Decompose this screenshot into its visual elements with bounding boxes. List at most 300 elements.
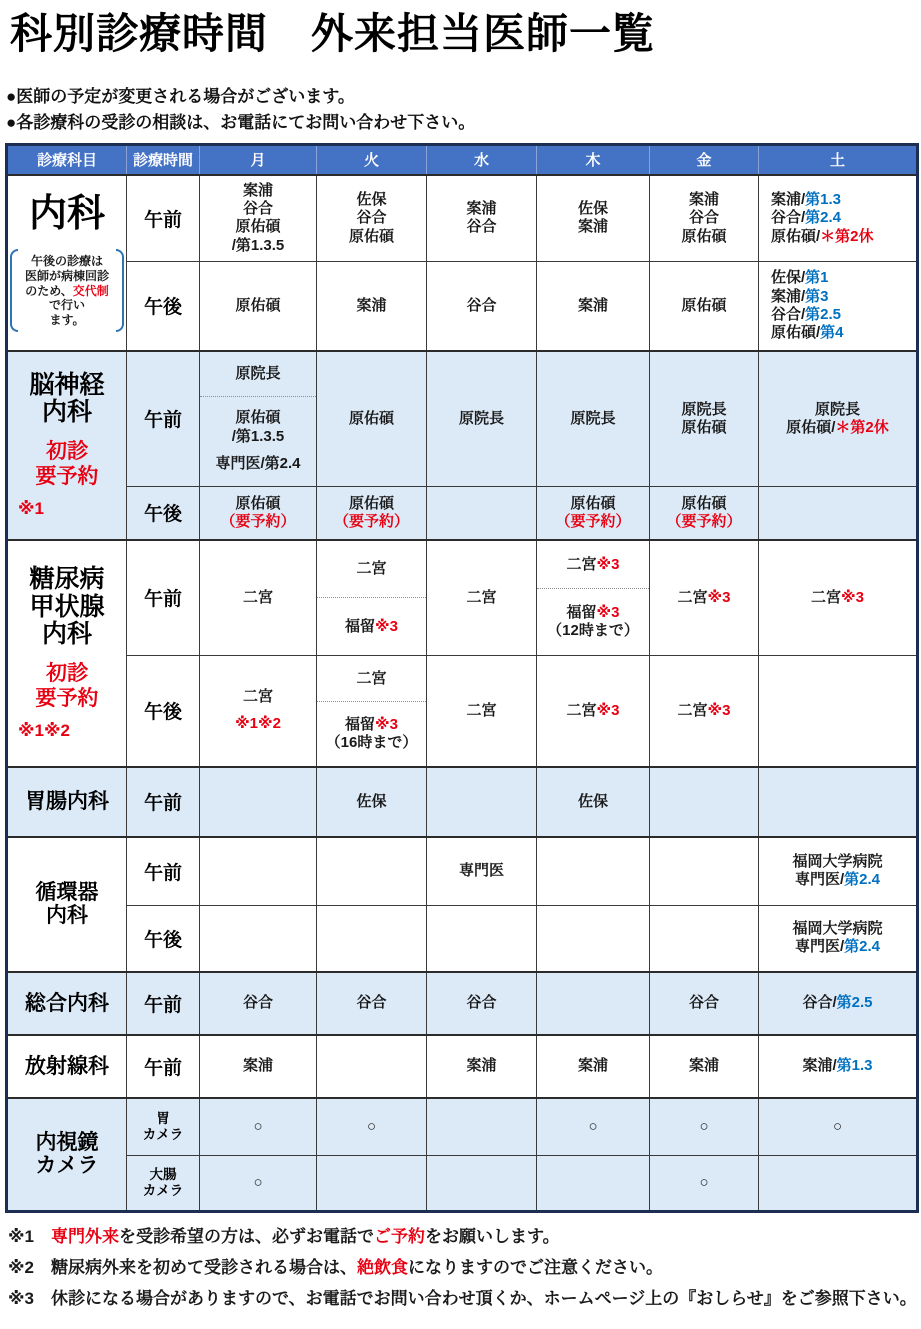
text-line (459, 410, 504, 428)
schedule-cell (537, 1035, 650, 1098)
schedule-cell (537, 837, 650, 906)
dept-name-line: 循環器 (35, 881, 99, 905)
dept-footnote-marker: ※1※2 (18, 720, 70, 740)
text-line (786, 419, 889, 437)
text-line (811, 589, 864, 607)
schedule-cell-inner (317, 541, 426, 655)
schedule-block (537, 588, 649, 655)
time-label-line: 大腸 (149, 1167, 177, 1183)
schedule-cell-inner (200, 1156, 316, 1210)
schedule-cell (200, 767, 317, 837)
text-line (678, 589, 731, 607)
text-line (356, 670, 386, 688)
text-segment: 谷合 (356, 994, 387, 1012)
text-line (771, 288, 829, 306)
text-segment: 原佑碩 (681, 418, 727, 436)
text-segment: 谷合 (242, 994, 273, 1012)
schedule-block (650, 487, 758, 539)
schedule-block (427, 656, 536, 766)
text-segment: 案浦 (577, 1057, 608, 1075)
text-line (802, 994, 872, 1012)
text-line (459, 862, 504, 880)
text-segment: ○ (699, 1117, 709, 1135)
table-row (7, 655, 918, 767)
schedule-block (537, 768, 649, 836)
text-segment: 原佑碩 (235, 218, 281, 236)
schedule-cell (759, 1035, 918, 1098)
schedule-cell-inner (759, 973, 916, 1034)
text-segment: 原佑碩/ (786, 418, 836, 436)
dept-reservation-note (36, 661, 99, 711)
schedule-block (427, 1036, 536, 1097)
dept-name-line: 放射線科 (25, 1054, 109, 1078)
schedule-cell-inner (759, 1036, 916, 1097)
text-segment: 原佑碩 (570, 494, 616, 512)
schedule-cell-inner (537, 656, 649, 766)
schedule-cell (650, 1155, 759, 1211)
time-cell (127, 175, 200, 262)
dept-name (29, 372, 104, 427)
time-label-line: カメラ (142, 1126, 184, 1142)
schedule-cell-inner (537, 1036, 649, 1097)
text-segment: ○ (832, 1117, 843, 1135)
table-row (7, 837, 918, 906)
schedule-cell-inner (317, 176, 426, 261)
text-segment: 専門医 (458, 862, 504, 880)
text-line (689, 191, 719, 209)
text-segment: 専門医/ (794, 938, 845, 956)
time-label-line: 胃 (156, 1111, 170, 1127)
schedule-cell-inner (759, 176, 916, 261)
text-segment: 第2.5 (805, 305, 842, 323)
schedule-block (650, 176, 758, 261)
schedule-cell (200, 486, 317, 540)
dept-cell-inner (8, 768, 126, 836)
schedule-cell-inner (317, 656, 426, 766)
text-segment: （16時まで） (325, 734, 418, 752)
text-line (253, 1174, 262, 1192)
text-segment: 専門医/第2.4 (215, 454, 301, 472)
text-segment: ○ (366, 1117, 377, 1135)
text-line (578, 218, 608, 236)
text-segment: 案浦 (688, 191, 719, 209)
schedule-block (200, 1036, 316, 1097)
schedule-block (200, 1156, 316, 1210)
dept-cell (7, 972, 127, 1035)
time-cell (127, 837, 200, 906)
text-line (349, 228, 394, 246)
time-cell (127, 1035, 200, 1098)
table-row (7, 175, 918, 262)
text-segment: 二宮 (466, 588, 497, 606)
schedule-block (759, 906, 916, 971)
text-segment: ○ (588, 1117, 598, 1135)
dept-red-line: 要予約 (35, 464, 99, 488)
table-row (7, 540, 918, 656)
text-segment: 二宮 (677, 701, 708, 719)
schedule-cell-inner (759, 838, 916, 905)
schedule-cell (650, 261, 759, 351)
dept-cell-inner (8, 1036, 126, 1097)
schedule-cell-inner (650, 176, 758, 261)
text-line (689, 209, 719, 227)
schedule-cell-inner (317, 487, 426, 539)
text-segment: ＊第2休 (820, 227, 874, 245)
column-header: 診療時間 (127, 144, 200, 175)
text-segment: 案浦 (688, 1057, 719, 1075)
text-segment: のため、 (25, 283, 73, 298)
text-segment: ※3 (596, 555, 620, 573)
schedule-cell-inner (537, 1099, 649, 1155)
schedule-cell (537, 351, 650, 487)
dept-red-line: 初診 (46, 661, 88, 685)
column-header: 木 (537, 144, 650, 175)
schedule-block (317, 1099, 426, 1155)
text-segment: ＊第2休 (835, 418, 889, 436)
notice-line-1: ●医師の予定が変更される場合がございます。 (6, 87, 355, 107)
column-header: 診療科目 (7, 144, 127, 175)
schedule-cell (317, 1035, 427, 1098)
column-header: 火 (317, 144, 427, 175)
text-segment: 第1 (805, 269, 829, 287)
schedule-cell-inner (427, 176, 536, 261)
dept-cell (7, 837, 127, 972)
schedule-cell-inner (650, 487, 758, 539)
schedule-cell (650, 972, 759, 1035)
text-segment: ※3 (707, 701, 731, 719)
notice-line-2: ●各診療科の受診の相談は、お電話にてお問い合わせ下さい。 (6, 113, 476, 133)
time-cell (127, 655, 200, 767)
schedule-cell (317, 351, 427, 487)
schedule-cell-inner (650, 1099, 758, 1155)
text-segment: 谷合/ (771, 209, 806, 227)
dept-name (25, 790, 109, 813)
schedule-cell (537, 905, 650, 972)
schedule-cell (650, 351, 759, 487)
schedule-cell (759, 486, 918, 540)
schedule-cell (427, 175, 537, 262)
schedule-block (650, 541, 758, 655)
text-line (349, 410, 394, 428)
text-segment: 二宮 (566, 555, 597, 573)
schedule-cell (650, 540, 759, 656)
schedule-cell (537, 655, 650, 767)
text-segment: 二宮 (356, 560, 387, 578)
schedule-cell (317, 1155, 427, 1211)
schedule-cell (317, 175, 427, 262)
text-segment: 案浦/ (771, 191, 806, 209)
text-line (243, 688, 273, 706)
text-segment: 谷合/ (771, 305, 806, 323)
dept-cell-inner (8, 973, 126, 1034)
text-segment: 第2.4 (844, 938, 881, 956)
text-segment: 二宮 (677, 588, 708, 606)
time-cell (127, 540, 200, 656)
text-segment: /第1.3.5 (231, 427, 285, 445)
schedule-block (759, 1036, 916, 1097)
schedule-cell-inner (427, 656, 536, 766)
schedule-block (650, 656, 758, 766)
text-segment: 原院長 (814, 400, 860, 418)
text-segment: 案浦 (577, 296, 608, 314)
time-cell (127, 1155, 200, 1211)
text-segment: 絶飲食 (356, 1258, 408, 1278)
schedule-cell-inner (427, 262, 536, 350)
text-segment: （12時まで） (547, 622, 639, 640)
schedule-block (317, 541, 426, 598)
text-segment: 原院長 (235, 364, 281, 382)
schedule-block (317, 701, 426, 766)
text-line (235, 715, 281, 733)
text-line (356, 793, 386, 811)
schedule-cell (650, 486, 759, 540)
text-line (466, 200, 496, 218)
text-segment: 案浦 (242, 181, 273, 199)
text-segment: 佐保 (577, 200, 608, 218)
left-bracket-icon (10, 249, 18, 332)
text-segment: 第1.3 (805, 191, 842, 209)
schedule-block (427, 352, 536, 486)
schedule-cell (200, 837, 317, 906)
schedule-block (200, 352, 316, 396)
schedule-cell (317, 655, 427, 767)
text-line (466, 297, 496, 315)
schedule-cell (317, 905, 427, 972)
time-cell (127, 486, 200, 540)
text-line (771, 306, 841, 324)
text-line (547, 622, 639, 640)
schedule-block (759, 541, 916, 655)
dept-cell-inner (8, 838, 126, 971)
text-segment: ※1※2 (235, 715, 281, 733)
schedule-block (200, 396, 316, 486)
text-segment: 原佑碩/ (771, 227, 821, 245)
text-line (232, 237, 285, 255)
text-line (699, 1118, 708, 1136)
schedule-cell (317, 767, 427, 837)
text-line (802, 1057, 872, 1075)
dept-name (29, 566, 104, 649)
schedule-cell (650, 175, 759, 262)
schedule-block (650, 262, 758, 350)
text-line (795, 938, 880, 956)
dept-cell (7, 1035, 127, 1098)
text-line (588, 1118, 597, 1136)
schedule-cell-inner (759, 352, 916, 486)
schedule-cell (537, 540, 650, 656)
text-segment: 谷合 (688, 994, 719, 1012)
time-cell (127, 261, 200, 351)
text-line (578, 793, 608, 811)
dept-name-line: 脳神経 (29, 370, 105, 399)
schedule-cell (317, 1098, 427, 1156)
text-segment: ご予約 (373, 1226, 425, 1246)
schedule-cell (200, 351, 317, 487)
schedule-cell-inner (200, 487, 316, 539)
text-segment: ※3 (375, 715, 398, 733)
schedule-block (317, 352, 426, 486)
schedule-cell (200, 540, 317, 656)
schedule-block (200, 262, 316, 350)
text-segment: ※3 休診になる場合がありますので、お電話でお問い合わせ頂くか、ホームページ上の『おしらせ』をご参照下さい。 (8, 1289, 917, 1309)
schedule-cell (200, 655, 317, 767)
table-row (7, 1035, 918, 1098)
dept-name (36, 1131, 99, 1177)
text-line (681, 419, 726, 437)
schedule-block (759, 176, 916, 261)
text-segment: 原佑碩 (235, 409, 281, 427)
text-segment: 原佑碩 (681, 296, 727, 314)
schedule-cell (759, 1155, 918, 1211)
text-segment: 原佑碩 (235, 296, 281, 314)
schedule-block (537, 487, 649, 539)
text-segment: ○ (253, 1117, 263, 1135)
text-segment: 案浦 (466, 1057, 497, 1075)
schedule-cell-inner (427, 1036, 536, 1097)
text-line (326, 734, 418, 752)
text-line (243, 589, 273, 607)
text-line (243, 994, 273, 1012)
text-line (578, 1057, 608, 1075)
table-row (7, 1098, 918, 1156)
text-line (771, 269, 829, 287)
text-segment: 原佑碩 (348, 409, 394, 427)
dept-red-line: 初診 (46, 439, 88, 463)
dept-name-line: カメラ (35, 1154, 99, 1178)
text-line (681, 228, 726, 246)
table-row (7, 1155, 918, 1211)
schedule-table (5, 143, 919, 1213)
time-cell (127, 905, 200, 972)
schedule-block (650, 1099, 758, 1155)
schedule-cell-inner (427, 541, 536, 655)
column-header: 土 (759, 144, 918, 175)
dept-cell-inner (8, 176, 126, 350)
text-line (792, 920, 882, 938)
schedule-cell-inner (200, 973, 316, 1034)
text-segment: 福岡大学病院 (792, 853, 883, 871)
notice-block (6, 86, 921, 135)
text-segment: 谷合 (242, 200, 273, 218)
schedule-block (537, 262, 649, 350)
schedule-cell (200, 905, 317, 972)
text-segment: 福留 (345, 617, 376, 635)
text-segment: 第1.3 (836, 1057, 873, 1075)
schedule-cell (759, 972, 918, 1035)
time-label-line: 午前 (143, 793, 182, 815)
dept-name-line: 内科 (41, 398, 92, 427)
schedule-block (650, 352, 758, 486)
schedule-cell-inner (537, 262, 649, 350)
schedule-block (317, 768, 426, 836)
text-line (567, 556, 620, 574)
dept-name-line: 甲状腺 (29, 592, 105, 621)
text-segment: 医師が病棟回診 (24, 268, 109, 283)
column-header: 月 (200, 144, 317, 175)
text-line (578, 200, 608, 218)
schedule-block (200, 176, 316, 261)
schedule-cell-inner (427, 838, 536, 905)
time-cell (127, 351, 200, 487)
schedule-cell (537, 486, 650, 540)
schedule-cell-inner (317, 262, 426, 350)
schedule-cell (759, 837, 918, 906)
schedule-cell (650, 1035, 759, 1098)
schedule-cell (650, 655, 759, 767)
schedule-block (200, 541, 316, 655)
schedule-block (317, 487, 426, 539)
dept-cell (7, 540, 127, 767)
schedule-cell-inner (650, 1156, 758, 1210)
text-line (555, 513, 630, 531)
schedule-cell-inner (759, 906, 916, 971)
schedule-cell-inner (200, 1036, 316, 1097)
schedule-cell (537, 261, 650, 351)
right-bracket-icon (116, 249, 124, 332)
schedule-block (200, 973, 316, 1034)
text-segment: 原院長 (570, 409, 616, 427)
text-line (356, 191, 386, 209)
dept-name-line: 内科 (46, 904, 88, 928)
schedule-cell-inner (537, 352, 649, 486)
schedule-cell (317, 261, 427, 351)
dept-name-line: 内視鏡 (35, 1131, 99, 1155)
dept-cell-inner (8, 541, 126, 766)
text-segment: 原院長 (681, 400, 727, 418)
dept-cell (7, 767, 127, 837)
text-segment: ※1 (8, 1226, 51, 1246)
schedule-cell (759, 540, 918, 656)
schedule-cell (200, 1098, 317, 1156)
text-line (466, 702, 496, 720)
dept-cell (7, 1098, 127, 1212)
schedule-cell (427, 655, 537, 767)
text-segment: 原佑碩 (681, 227, 727, 245)
text-segment: 午後の診療は (30, 254, 103, 269)
schedule-cell (537, 767, 650, 837)
schedule-cell-inner (650, 1036, 758, 1097)
time-label-line: 午後 (143, 702, 182, 724)
dept-reservation-note (36, 439, 99, 489)
schedule-block (537, 1099, 649, 1155)
text-segment: 案浦/ (771, 287, 806, 305)
text-segment: 谷合 (356, 209, 387, 227)
text-line (689, 1057, 719, 1075)
schedule-block (650, 973, 758, 1034)
time-label-line: 午前 (143, 1057, 182, 1079)
schedule-block (317, 656, 426, 701)
schedule-cell-inner (650, 352, 758, 486)
schedule-cell (759, 261, 918, 351)
text-segment: を受診希望の方は、必ずお電話で (118, 1226, 374, 1246)
text-line (792, 853, 882, 871)
schedule-cell-inner (759, 1099, 916, 1155)
schedule-cell-inner (759, 262, 916, 350)
text-line (578, 297, 608, 315)
text-line (681, 401, 726, 419)
schedule-cell (427, 767, 537, 837)
text-segment: （要予約） (666, 512, 742, 530)
schedule-block (200, 656, 316, 766)
schedule-block (317, 597, 426, 655)
schedule-block (200, 487, 316, 539)
schedule-cell (427, 1098, 537, 1156)
schedule-block (317, 973, 426, 1034)
text-segment: ※3 (841, 588, 864, 606)
text-segment: になりますのでご注意ください。 (407, 1258, 663, 1278)
text-line (235, 218, 280, 236)
dept-cell-inner (8, 1099, 126, 1210)
